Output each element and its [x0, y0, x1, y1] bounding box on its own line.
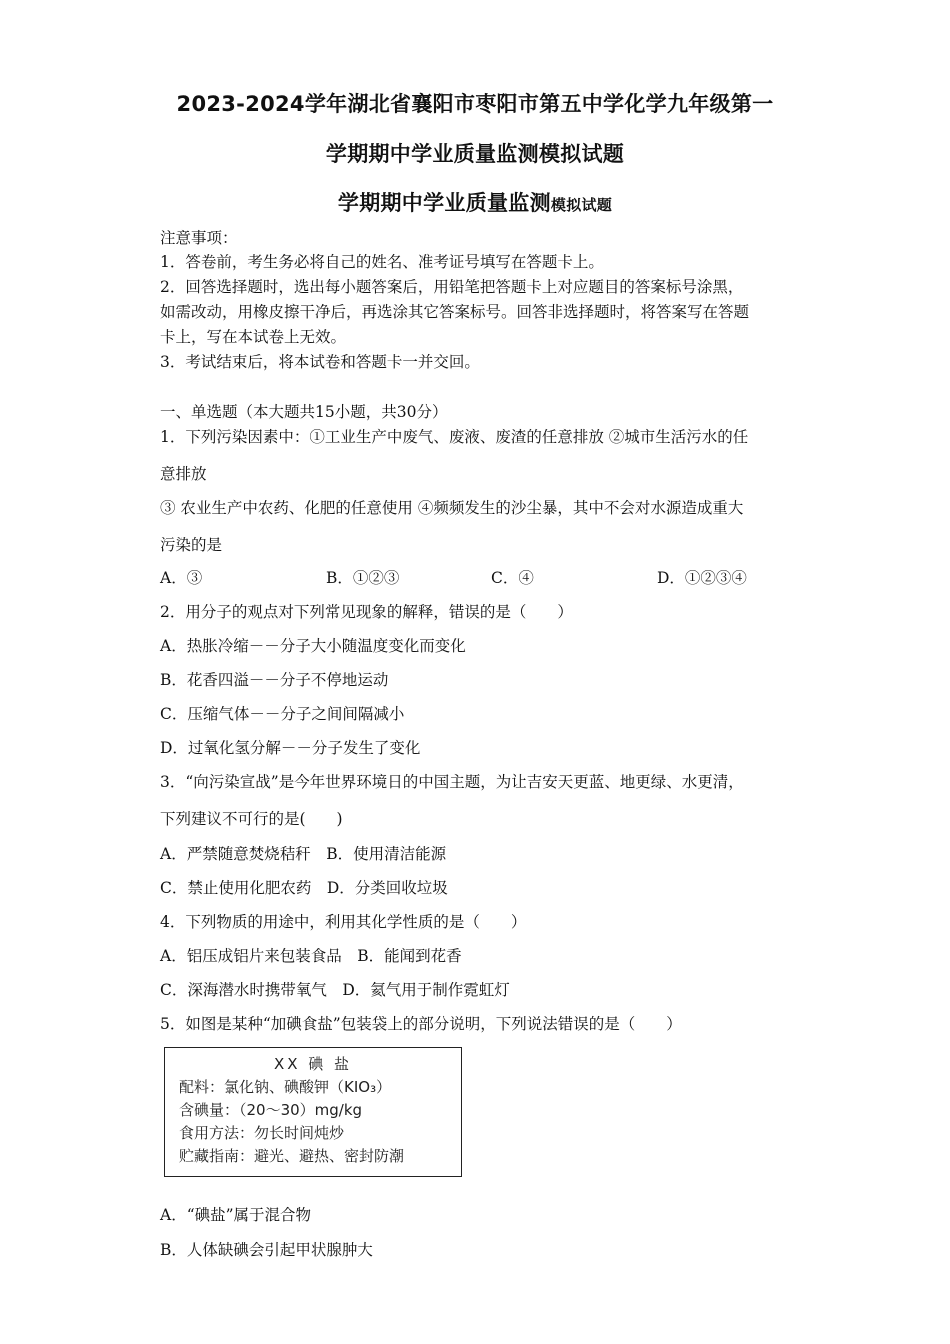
question-5-option-a: A．“碘盐”属于混合物 [160, 1206, 312, 1224]
question-2-option-a: A．热胀冷缩－－分子大小随温度变化而变化 [160, 637, 466, 655]
question-5-option-b: B．人体缺碘会引起甲状腺肿大 [160, 1241, 373, 1259]
salt-label-figure [164, 1047, 462, 1177]
salt-label-iodine: 含碘量：（20～30）mg/kg [179, 1101, 363, 1119]
question-2-stem: 2．用分子的观点对下列常见现象的解释，错误的是（ ） [160, 603, 573, 621]
exam-title-line3 [0, 187, 950, 217]
question-1-stem: 1．下列污染因素中：①工业生产中废气、废液、废渣的任意排放 ②城市生活污水的任 [160, 428, 749, 446]
salt-label-title: XX 碘 盐 [273, 1055, 353, 1073]
notice-item: 1．答卷前，考生务必将自己的姓名、准考证号填写在答题卡上。 [160, 253, 604, 271]
question-3-options-row1: A．严禁随意焚烧秸秆 B．使用清洁能源 [160, 845, 447, 863]
question-4-stem: 4．下列物质的用途中，利用其化学性质的是（ ） [160, 913, 527, 931]
question-2-option-b: B．花香四溢－－分子不停地运动 [160, 671, 389, 689]
question-1-option-c: C．④ [491, 569, 534, 587]
question-4-options-row1: A．铝压成铝片来包装食品 B．能闻到花香 [160, 947, 462, 965]
exam-title-line3-small: 模拟试题 [550, 196, 613, 214]
question-2-option-c: C．压缩气体－－分子之间间隔减小 [160, 705, 405, 723]
question-3-options-row2: C．禁止使用化肥农药 D．分类回收垃圾 [160, 879, 448, 897]
question-2-option-d: D．过氧化氢分解－－分子发生了变化 [160, 739, 421, 757]
notice-item: 如需改动，用橡皮擦干净后，再选涂其它答案标号。回答非选择题时，将答案写在答题 [160, 303, 750, 321]
salt-label-usage: 食用方法：勿长时间炖炒 [179, 1124, 345, 1142]
exam-title-line1: 2023-2024学年湖北省襄阳市枣阳市第五中学化学九年级第一 [176, 92, 774, 116]
notice-item: 2．回答选择题时，选出每小题答案后，用铅笔把答题卡上对应题目的答案标号涂黑， [160, 278, 744, 296]
exam-title-line2: 学期期中学业质量监测模拟试题 [325, 142, 625, 166]
salt-label-ingredients: 配料：氯化钠、碘酸钾（KIO₃） [179, 1078, 392, 1096]
question-1-option-d: D．①②③④ [657, 569, 747, 587]
question-3-stem: 3．“向污染宣战”是今年世界环境日的中国主题，为让吉安天更蓝、地更绿、水更清， [160, 773, 744, 791]
question-1-stem: 意排放 [160, 465, 207, 483]
question-1-stem: ③ 农业生产中农药、化肥的任意使用 ④频频发生的沙尘暴，其中不会对水源造成重大 [160, 499, 744, 517]
notice-item: 卡上，写在本试卷上无效。 [160, 328, 347, 346]
question-4-options-row2: C．深海潜水时携带氧气 D．氦气用于制作霓虹灯 [160, 981, 510, 999]
question-3-stem: 下列建议不可行的是( ) [160, 810, 343, 828]
salt-label-storage: 贮藏指南：避光、避热、密封防潮 [179, 1147, 405, 1165]
question-5-stem: 5．如图是某种“加碘食盐”包装袋上的部分说明，下列说法错误的是（ ） [160, 1015, 682, 1033]
notice-heading: 注意事项： [160, 229, 238, 247]
question-1-stem: 污染的是 [160, 536, 223, 554]
question-1-option-a: A．③ [160, 569, 203, 587]
notice-item: 3．考试结束后，将本试卷和答题卡一并交回。 [160, 353, 480, 371]
section-heading: 一、单选题（本大题共15小题，共30分） [160, 403, 448, 421]
exam-title-line3-main: 学期期中学业质量监测 [337, 191, 551, 215]
question-1-option-b: B．①②③ [326, 569, 400, 587]
